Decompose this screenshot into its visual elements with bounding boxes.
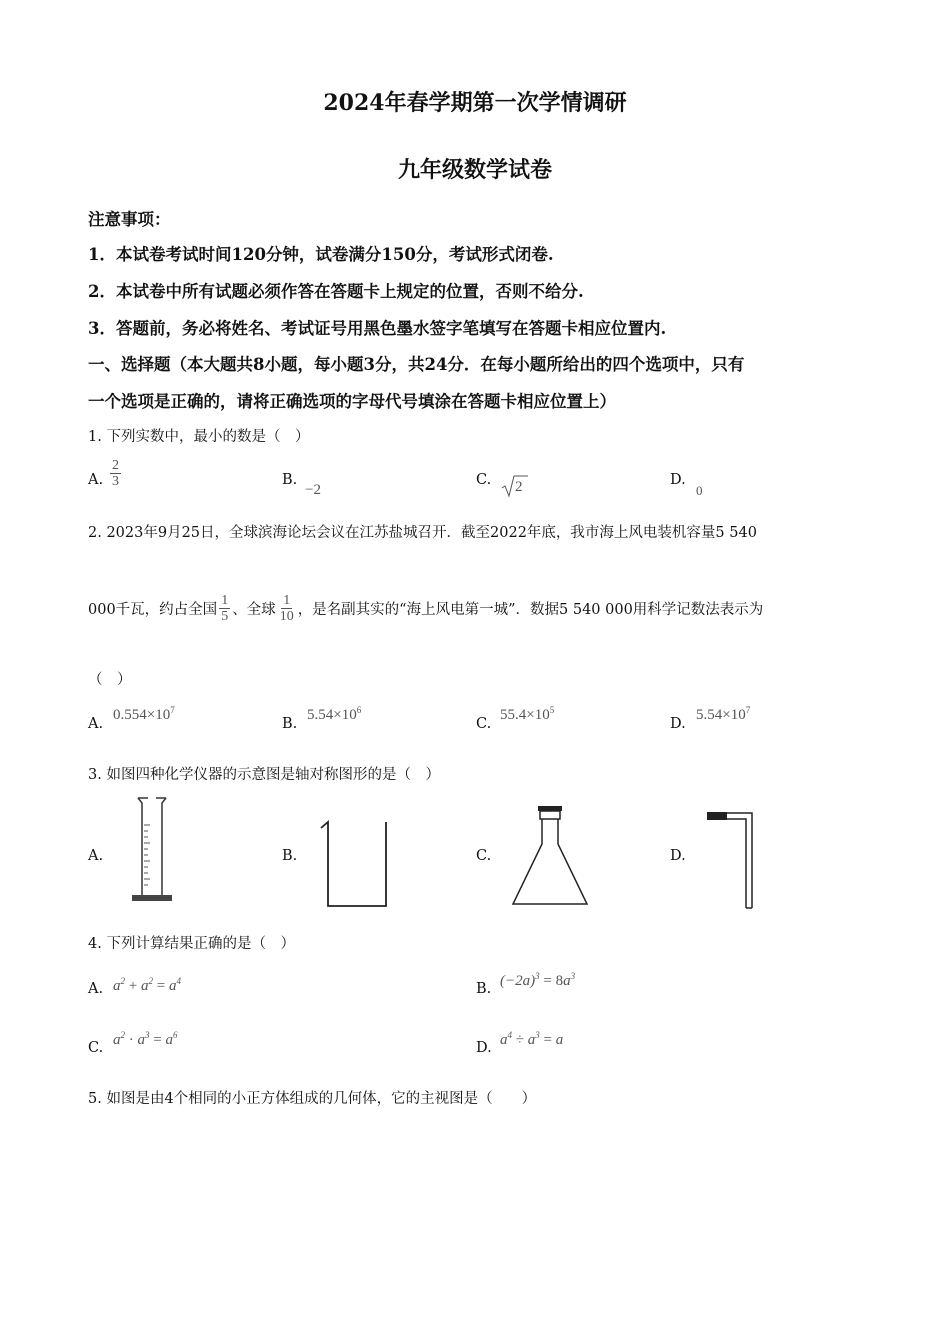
q4-option-b-label: B. (476, 981, 492, 997)
q2-d-base: 5.54×10 (696, 707, 746, 723)
beaker-icon (318, 818, 392, 910)
q4-c-var: a (113, 1032, 121, 1048)
question-4-stem: 4. 下列计算结果正确的是（ ） (88, 936, 295, 952)
q1-option-c-value: 2 (515, 479, 523, 495)
q4-d-exp: 3 (535, 1030, 540, 1040)
q1-option-a-value (110, 458, 121, 490)
q2-b-exp: 6 (356, 705, 362, 715)
q4-d-var: a (555, 1032, 564, 1048)
q4-d-var: a (500, 1032, 508, 1048)
q2-option-c-label: C. (476, 716, 492, 732)
q2-d-exp: 7 (745, 705, 751, 715)
q2-option-a-label: A. (88, 716, 104, 732)
q2-frac2-num: 1 (283, 593, 291, 608)
question-2-line1: 2. 2023年9月25日，全球滨海论坛会议在江苏盐城召开．截至2022年底，我市海上风电装机容量5 540 (88, 525, 757, 541)
notice-item: 2．本试卷中所有试题必须作答在答题卡上规定的位置，否则不给分. (88, 282, 584, 301)
q4-option-a-label: A. (88, 981, 104, 997)
q4-a-exp: 4 (176, 976, 181, 986)
q2-option-b-label: B. (282, 716, 298, 732)
conical-flask-icon (508, 804, 592, 910)
q4-option-c-label: C. (88, 1040, 104, 1056)
q1-option-b-value: −2 (305, 482, 321, 498)
exam-subtitle: 九年级数学试卷 (397, 157, 552, 183)
q4-option-c-value (113, 1030, 177, 1049)
q2-c-exp: 5 (549, 705, 555, 715)
q2-option-d-value (696, 705, 750, 724)
q4-option-d-value (500, 1030, 563, 1049)
q4-b-eq: = 8 (539, 973, 564, 989)
q1-option-b-label: B. (282, 472, 298, 488)
q4-a-var: a (140, 978, 149, 994)
q4-d-op: ÷ (512, 1032, 528, 1048)
q4-option-a-value (113, 976, 181, 995)
q3-option-d-label: D. (670, 848, 686, 864)
q2-text-a: 000千瓦，约占全国 (88, 602, 218, 619)
q2-frac1-den: 5 (221, 609, 229, 625)
q3-option-a-label: A. (88, 848, 104, 864)
notice-item: 1．本试卷考试时间120分钟，试卷满分150分，考试形式闭卷. (88, 245, 554, 264)
question-5-stem: 5. 如图是由4个相同的小正方体组成的几何体，它的主视图是（ ） (88, 1091, 537, 1107)
q4-b-var: a (563, 973, 571, 989)
question-2-line3: （ ） (88, 672, 132, 688)
section-heading-line1: 一、选择题（本大题共8小题，每小题3分，共24分．在每小题所给出的四个选项中，只有 (88, 355, 745, 374)
q2-a-exp: 7 (170, 705, 175, 715)
question-2-line2 (88, 593, 763, 625)
q4-c-var: a (165, 1032, 173, 1048)
q1-a-numerator: 2 (112, 458, 119, 473)
q4-b-exp: 3 (535, 971, 540, 981)
section-heading-line2: 一个选项是正确的，请将正确选项的字母代号填涂在答题卡相应位置上） (88, 392, 616, 411)
q2-a-base: 0.554×10 (113, 707, 171, 723)
q4-option-b-value (500, 971, 575, 990)
q1-option-c-label: C. (476, 472, 492, 488)
q1-option-d-value: 0 (696, 483, 703, 498)
q4-d-var: a (527, 1032, 536, 1048)
q3-option-c-label: C. (476, 848, 492, 864)
q1-a-denominator: 3 (112, 474, 119, 490)
graduated-cylinder-icon (126, 795, 176, 907)
bent-tube-icon (704, 808, 760, 912)
q2-option-a-value (113, 705, 175, 724)
q2-option-d-label: D. (670, 716, 686, 732)
q4-c-var: a (137, 1032, 145, 1048)
q4-a-var: a (113, 978, 121, 994)
q4-d-exp: 4 (507, 1030, 512, 1040)
q4-b-base: (−2a) (500, 973, 536, 989)
q2-text-b: 、全球 (232, 602, 276, 619)
q4-c-exp: 2 (120, 1030, 125, 1040)
q2-text-c: ，是名副其实的“海上风电第一城”．数据5 540 000用科学记数法表示为 (297, 602, 764, 619)
q4-a-eq: = (152, 978, 169, 994)
q2-b-base: 5.54×10 (307, 707, 357, 723)
q2-option-c-value (500, 705, 554, 724)
question-1-stem: 1. 下列实数中，最小的数是（ ） (88, 429, 310, 445)
q4-a-exp: 2 (148, 976, 153, 986)
q2-frac2-den: 10 (279, 609, 294, 625)
q4-a-var: a (168, 978, 177, 994)
notice-heading: 注意事项： (88, 210, 171, 229)
q1-option-d-label: D. (670, 472, 686, 488)
notice-item: 3．答题前，务必将姓名、考试证号用黑色墨水签字笔填写在答题卡相应位置内. (88, 319, 667, 338)
q4-a-exp: 2 (120, 976, 125, 986)
question-3-stem: 3. 如图四种化学仪器的示意图是轴对称图形的是（ ） (88, 767, 440, 783)
q3-option-b-label: B. (282, 848, 298, 864)
q1-option-a-label: A. (88, 472, 104, 488)
q4-c-eq: = (149, 1032, 166, 1048)
q4-c-op: · (125, 1032, 138, 1048)
q4-d-eq: = (539, 1032, 556, 1048)
q4-c-exp: 6 (172, 1030, 178, 1040)
q2-c-base: 55.4×10 (500, 707, 550, 723)
exam-title: 2024年春学期第一次学情调研 (323, 90, 627, 116)
q2-option-b-value (307, 705, 361, 724)
q2-frac1-num: 1 (221, 593, 229, 608)
q4-c-exp: 3 (145, 1030, 150, 1040)
q4-option-d-label: D. (476, 1040, 492, 1056)
q4-a-op: + (125, 978, 141, 994)
q4-b-exp: 3 (570, 971, 576, 981)
